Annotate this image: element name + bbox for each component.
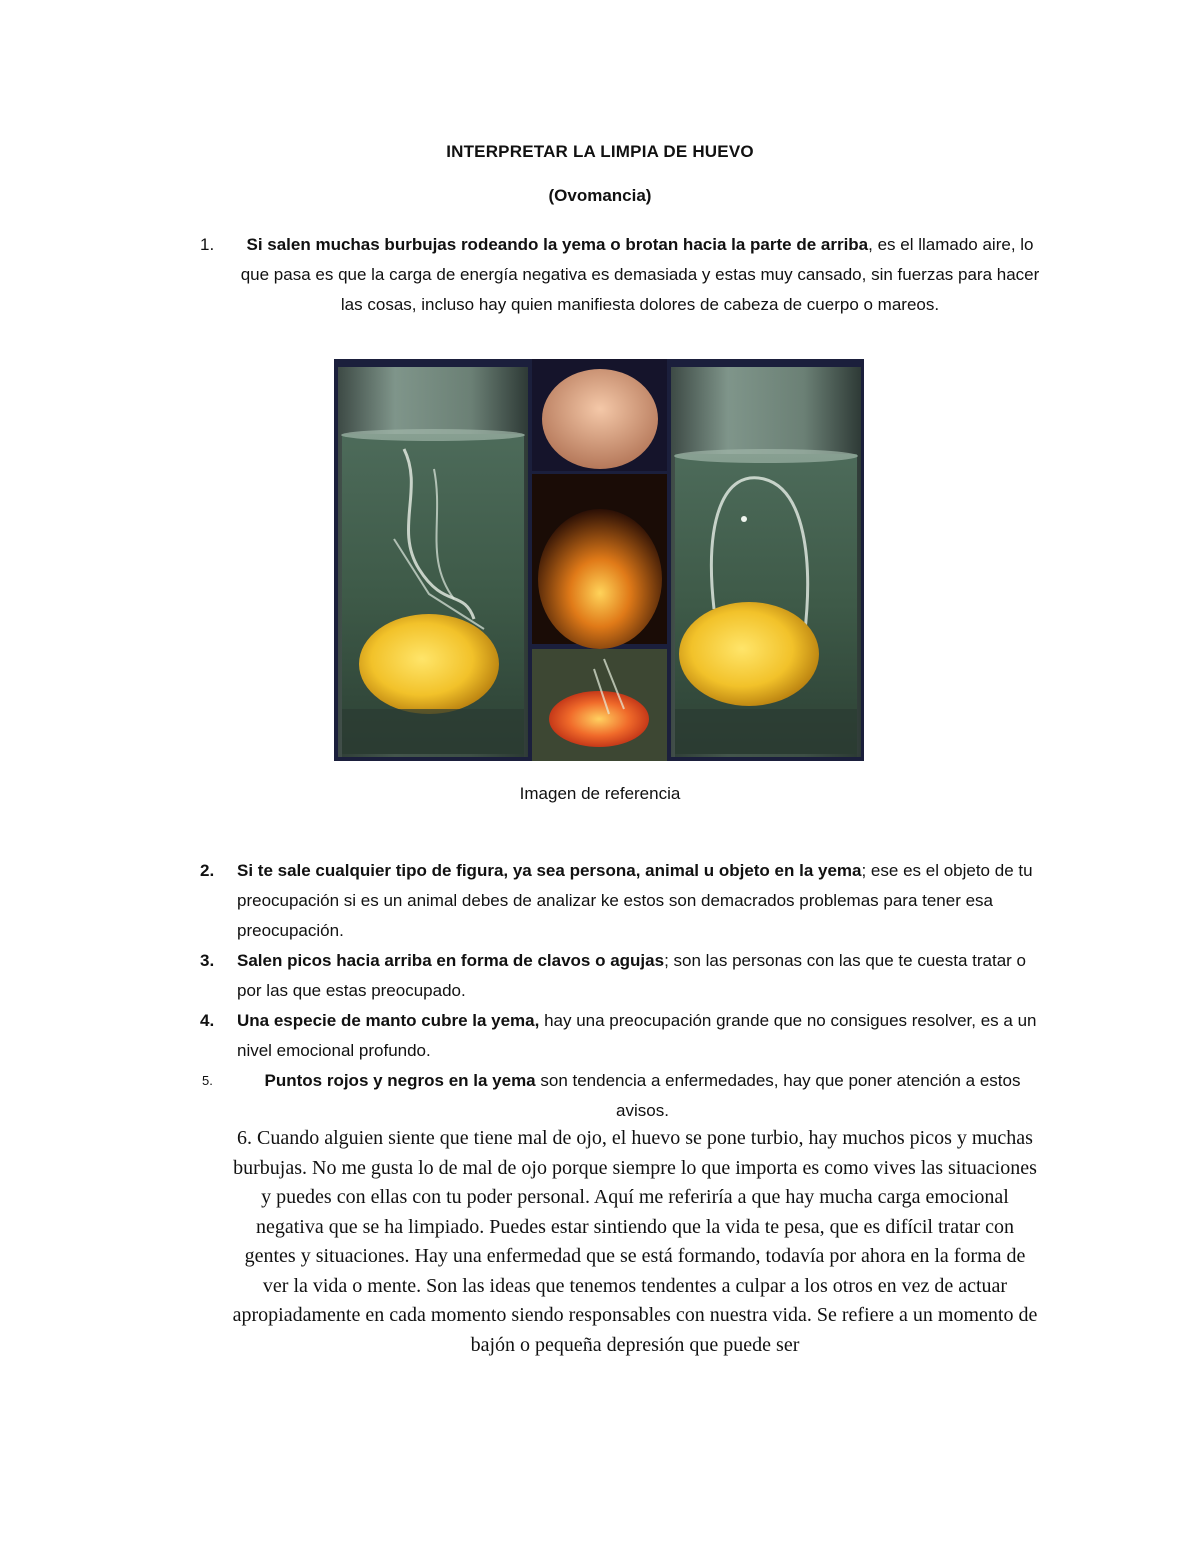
document-title: INTERPRETAR LA LIMPIA DE HUEVO bbox=[446, 142, 754, 161]
list-item-text: ; son las personas con las que te cuesta tratar o por las que estas preocupado. bbox=[237, 951, 1026, 1000]
list-number: 1. bbox=[200, 235, 215, 254]
list-item-bold-text: Puntos rojos y negros en la yema bbox=[264, 1071, 536, 1090]
list-item-3 bbox=[200, 946, 1040, 1006]
list-item-bold-text: Salen picos hacia arriba en forma de clavos o agujas bbox=[237, 951, 665, 970]
list-item-text: , es el llamado aire, lo que pasa es que la carga de energía negativa es demasiada y estas muy cansado, sin fuerzas para hacer las cosas, incluso hay quien manifiesta dolores de cabeza de cuerpo o mareos. bbox=[240, 235, 1040, 314]
numbered-list bbox=[200, 856, 1040, 1126]
document-subtitle: (Ovomancia) bbox=[548, 186, 652, 205]
list-item-bold-text: Si salen muchas burbujas rodeando la yema o brotan hacia la parte de arriba bbox=[246, 235, 869, 254]
list-number: 2. bbox=[200, 861, 215, 880]
image-caption: Imagen de referencia bbox=[519, 784, 681, 803]
list-item-bold-text: Una especie de manto cubre la yema, bbox=[237, 1011, 540, 1030]
list-item-text: hay una preocupación grande que no consigues resolver, es a un nivel emocional profundo. bbox=[237, 1011, 1037, 1060]
list-item-body bbox=[240, 230, 1040, 320]
list-number: 3. bbox=[200, 951, 215, 970]
list-item-body bbox=[237, 1066, 1040, 1126]
list-number: 4. bbox=[200, 1011, 215, 1030]
list-number: 5. bbox=[202, 1073, 213, 1088]
list-item-text: son tendencia a enfermedades, hay que poner atención a estos avisos. bbox=[535, 1071, 1021, 1120]
list-item-4 bbox=[200, 1006, 1040, 1066]
list-item-2 bbox=[200, 856, 1040, 946]
egg-glasses-photo bbox=[334, 359, 864, 761]
list-item-5 bbox=[200, 1066, 1040, 1126]
list-item-text: ; ese es el objeto de tu preocupación si es un animal debes de analizar ke estos son demacrados problemas para tener esa preocupación. bbox=[237, 861, 1033, 940]
list-item-6: 6. Cuando alguien siente que tiene mal de ojo, el huevo se pone turbio, hay muchos picos y muchas burbujas. No me gusta lo de mal de ojo porque siempre lo que importa es como vives las situaciones y puedes con ellas con tu poder personal. Aquí me referiría a que hay mucha carga emocional negativa que se ha limpiado. Puedes estar sintiendo que la vida te pesa, que es difícil tratar con gentes y situaciones. Hay una enfermedad que se está formando, todavía por ahora en la forma de ver la vida o mente. Son las ideas que tenemos tendentes a culpar a los otros en vez de actuar apropiadamente en cada momento siendo responsables con nuestra vida. Se refiere a un momento de bajón o pequeña depresión que puede ser bbox=[232, 1127, 1038, 1356]
list-item-bold-text: Si te sale cualquier tipo de figura, ya sea persona, animal u objeto en la yema bbox=[237, 861, 862, 880]
reference-image bbox=[334, 359, 864, 761]
